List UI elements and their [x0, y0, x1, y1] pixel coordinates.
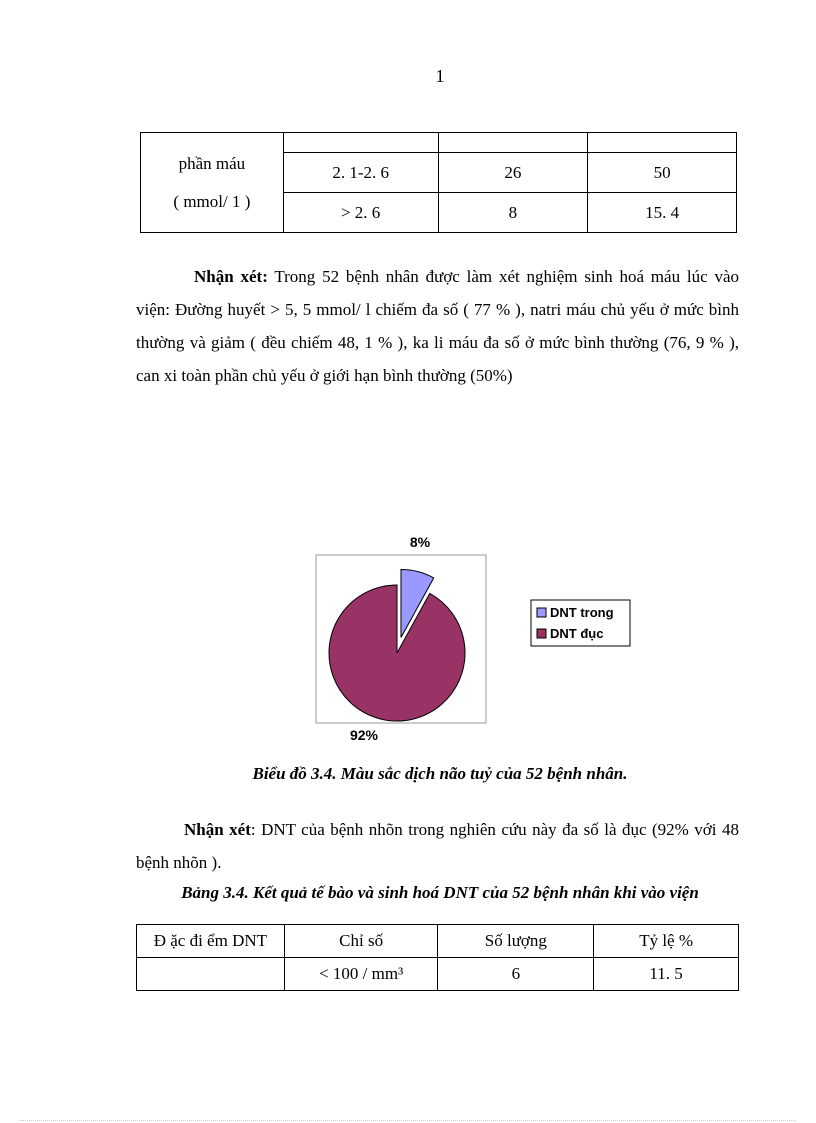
paragraph-comment-1	[136, 260, 739, 392]
column-header: Đ ặc đi ểm DNT	[137, 925, 285, 958]
row-label-line1: phần máu	[178, 153, 246, 173]
table-cell: < 100 / mm³	[284, 958, 438, 991]
top-table	[140, 132, 737, 233]
pie-chart	[300, 530, 645, 750]
table-cell: 15. 4	[588, 193, 737, 233]
table-cell: 11. 5	[594, 958, 739, 991]
table-cell: 6	[438, 958, 594, 991]
chart-caption: Biểu đồ 3.4. Màu sắc dịch não tuỷ của 52 bệnh nhân.	[252, 764, 628, 783]
table-cell: 2. 1-2. 6	[283, 153, 438, 193]
data-label-92pct: 92%	[349, 727, 379, 743]
column-header: Số lượng	[438, 925, 594, 958]
row-label-cell	[141, 133, 284, 233]
paragraph-text: Trong 52 bệnh nhân được làm xét nghiệm sinh hoá máu lúc vào viện: Đường huyết > 5, 5 mmol/ l chiếm đa số ( 77 % ), natri máu chủ yếu ở mức bình thường và giảm ( đều chiếm 48, 1 % ), ka li máu đa số ở mức bình thường (76, 9 % ), can xi toàn phần chủ yếu ở giới hạn bình thường (50%)	[136, 267, 739, 385]
page-number: 1	[435, 66, 445, 86]
legend-swatch-dnt-duc	[537, 629, 546, 638]
table-cell: 50	[588, 153, 737, 193]
column-header: Chỉ số	[284, 925, 438, 958]
empty-cell	[438, 133, 588, 153]
legend-label-dnt-trong: DNT trong	[550, 605, 614, 620]
table-cell: 8	[438, 193, 588, 233]
empty-cell	[283, 133, 438, 153]
legend-label-dnt-duc: DNT đục	[550, 626, 604, 641]
paragraph-comment-2	[136, 813, 739, 879]
paragraph-lead: Nhận xét:	[194, 267, 268, 286]
data-label-8pct: 8%	[409, 534, 431, 550]
table-header-row	[137, 925, 739, 958]
empty-cell	[588, 133, 737, 153]
table-cell	[137, 958, 285, 991]
csf-results-table	[136, 924, 739, 991]
page-bottom-divider	[20, 1120, 796, 1121]
paragraph-text: : DNT của bệnh nhõn trong nghiên cứu này đa số là đục (92% với 48 bệnh nhõn ).	[136, 820, 739, 872]
legend	[531, 600, 630, 646]
table-caption: Bảng 3.4. Kết quả tế bào và sinh hoá DNT của 52 bệnh nhân khi vào viện	[181, 883, 699, 902]
column-header: Tỷ lệ %	[594, 925, 739, 958]
legend-swatch-dnt-trong	[537, 608, 546, 617]
table-cell: 26	[438, 153, 588, 193]
table-row	[137, 958, 739, 991]
pie-slice-dnt-duc	[329, 585, 465, 721]
paragraph-lead: Nhận xét	[184, 820, 251, 839]
table-cell: > 2. 6	[283, 193, 438, 233]
row-label-line2: ( mmol/ 1 )	[173, 191, 251, 211]
